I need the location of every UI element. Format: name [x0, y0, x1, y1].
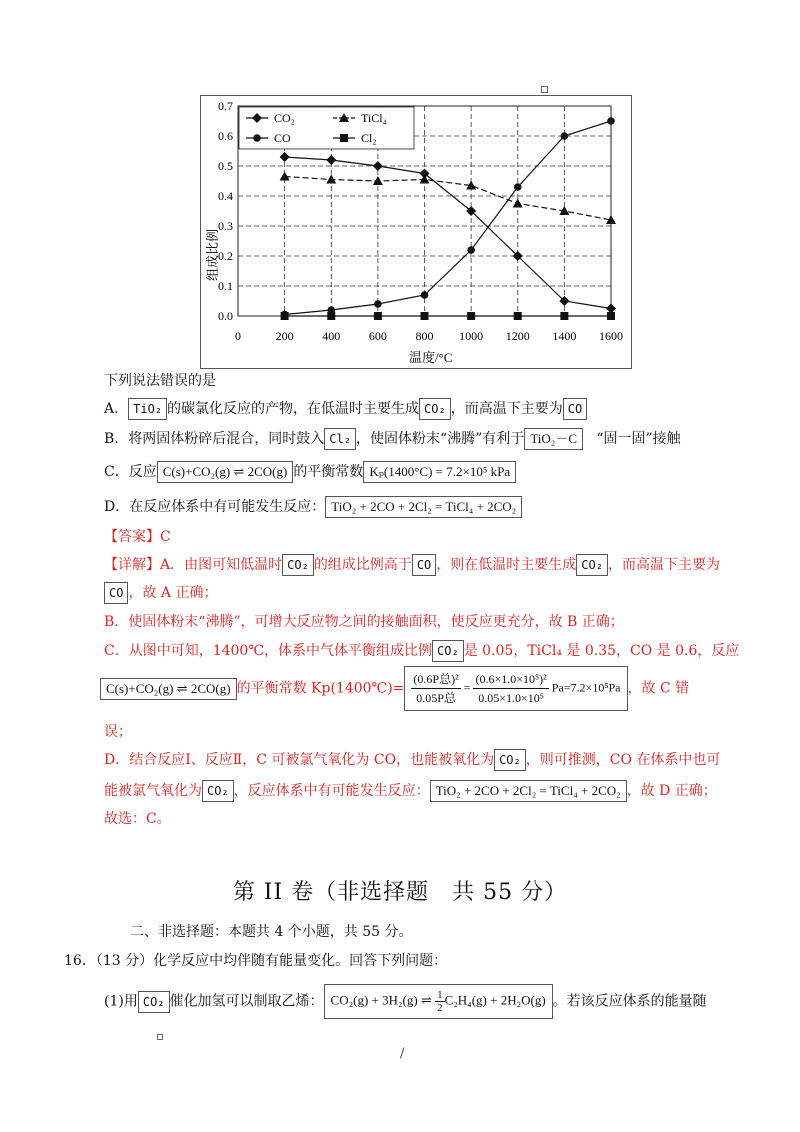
y-tick-label: 0.7 [218, 99, 233, 113]
legend-label: CO [274, 131, 291, 145]
formula-box: Cl₂ [324, 428, 356, 450]
formula-box: TiO₂ + 2CO + 2Cl₂ = TiCl₄ + 2CO₂ [325, 496, 522, 518]
series-line [285, 121, 611, 315]
page-mark: / [400, 1046, 405, 1061]
data-point-circle [514, 183, 522, 191]
detail-d-cont: 能被氯气氧化为 CO₂ ，反应体系中有可能发生反应： TiO₂ + 2CO + 2Cl₂ = TiCl₄ + 2CO₂ ，故 D 正确； [104, 780, 717, 802]
data-point-circle [421, 291, 429, 299]
x-tick-label: 1400 [552, 329, 577, 343]
answer: 【答案】C [104, 529, 171, 545]
formula-box: TiO₂ [128, 398, 167, 420]
x-tick-label: 0 [235, 329, 241, 343]
fraction: $\frac{\text{(0.6×1.0×10⁵)²}}{\text{0.05×1.0×10⁵}}$ [475, 672, 547, 705]
fraction: $\frac{1}{2}$ [437, 989, 443, 1014]
formula-box: CO₂ [494, 749, 526, 771]
formula-box: CO₂ [202, 780, 234, 802]
detail-conclusion: 故选：C。 [104, 811, 171, 827]
data-point-square [607, 312, 615, 320]
y-tick-label: 0.2 [218, 249, 233, 263]
option-a: A． TiO₂ 的碳氯化反应的产物，在低温时主要生成 CO₂ ，而高温下主要为 CO [104, 398, 587, 420]
section-intro: 二、非选择题：本题共 4 个小题，共 55 分。 [130, 924, 413, 940]
data-point-circle [561, 132, 569, 140]
formula-box: CO₂ [576, 554, 608, 576]
legend-label: Cl₂ [361, 131, 377, 145]
detail-c: C．从图中可知，1400℃，体系中气体平衡组成比例 CO₂ 是 0.05，TiCl₄ 是 0.35，CO 是 0.6，反应 [104, 640, 739, 662]
x-tick-label: 1600 [599, 329, 623, 343]
y-axis-label: 组成比例 [205, 228, 220, 281]
legend-box [239, 107, 414, 149]
detail-b: B．使固体粉末“沸腾”，可增大反应物之间的接触面积，使反应更充分，故 B 正确； [104, 614, 624, 630]
detail-c-eq: C(s)+CO₂(g) ⇌ 2CO(g) 的平衡常数 Kp(1400℃)= $\frac{\text{(0.6P总)²}}{\text{0.05P总}}$ = $\frac{\text{(0.6×1.0×10⁵)²}}{\text{0.05×1.0×10⁵}}$ Pa=7.2×10⁵Pa ，故 C 错 [100, 666, 689, 711]
composition-chart [201, 96, 631, 368]
legend-label: CO₂ [274, 111, 295, 125]
question-stem: 下列说法错误的是 [104, 373, 216, 389]
data-point-circle [253, 134, 261, 142]
formula-box: Kₚ(1400°C) = 7.2×10⁵ kPa [363, 461, 516, 483]
chart-frame [200, 95, 632, 369]
formula-box: TiO₂ + 2CO + 2Cl₂ = TiCl₄ + 2CO₂ [430, 780, 627, 802]
data-point-diamond [373, 161, 383, 171]
detail-d: D．结合反应Ⅰ、反应Ⅱ，C 可被氯气氧化为 CO，也能被氧化为 CO₂ ，则可推测，CO 在体系中也可 [104, 749, 720, 771]
data-point-circle [607, 117, 615, 125]
y-tick-label: 0.4 [218, 189, 233, 203]
data-point-square [514, 312, 522, 320]
y-tick-label: 0.6 [218, 129, 233, 143]
formula-box: CO₂ [432, 640, 464, 662]
y-tick-label: 0.0 [218, 309, 233, 323]
x-axis-label: 温度/°C [409, 350, 453, 365]
detail-c-end: 误； [104, 724, 132, 740]
kp-formula-box: $\frac{\text{(0.6P总)²}}{\text{0.05P总}}$ = $\frac{\text{(0.6×1.0×10⁵)²}}{\text{0.05×1.0×10⁵}}$ Pa=7.2×10⁵Pa [404, 666, 627, 711]
ethylene-equation-box: CO₂(g) + 3H₂(g) ⇌ $\frac{1}{2}$ C₂H₄(g) + 2H₂O(g) [324, 984, 553, 1019]
data-point-square [340, 134, 348, 142]
data-point-square [327, 312, 335, 320]
fraction: $\frac{\text{(0.6P总)²}}{\text{0.05P总}}$ [413, 672, 459, 705]
section-title: 第 II 卷（非选择题 共 55 分） [232, 880, 568, 905]
data-point-square [421, 312, 429, 320]
formula-box: C(s)+CO₂(g) ⇌ 2CO(g) [157, 461, 294, 483]
x-tick-label: 1200 [505, 329, 530, 343]
data-point-diamond [326, 155, 336, 165]
option-b: B．将两固体粉碎后混合，同时鼓入 Cl₂ ，使固体粉末“沸腾”有利于 TiO₂－C “固一固”接触 [104, 428, 681, 450]
formula-box: TiO₂－C [524, 428, 583, 450]
data-point-circle [467, 246, 475, 254]
data-point-square [281, 312, 289, 320]
formula-box: CO [563, 398, 587, 420]
legend-label: TiCl₄ [361, 111, 387, 125]
data-point-triangle [280, 172, 290, 181]
data-point-diamond [280, 152, 290, 162]
formula-box: CO [104, 582, 128, 604]
data-point-square [467, 312, 475, 320]
formula-box: CO₂ [282, 554, 314, 576]
formula-box: CO₂ [419, 398, 451, 420]
x-tick-label: 800 [415, 329, 434, 343]
x-tick-label: 400 [322, 329, 341, 343]
small-square-mark [541, 86, 548, 93]
data-point-triangle [513, 199, 523, 208]
option-d: D．在反应体系中有可能发生反应： TiO₂ + 2CO + 2Cl₂ = TiCl₄ + 2CO₂ [104, 496, 522, 518]
data-point-triangle [373, 176, 383, 185]
x-tick-label: 200 [275, 329, 294, 343]
data-point-square [560, 312, 568, 320]
detail-a-cont: CO ，故 A 正确； [104, 582, 217, 604]
y-tick-label: 0.1 [218, 279, 233, 293]
option-c: C．反应 C(s)+CO₂(g) ⇌ 2CO(g) 的平衡常数 Kₚ(1400°C) = 7.2×10⁵ kPa [104, 461, 516, 483]
x-tick-label: 1000 [459, 329, 484, 343]
y-tick-label: 0.3 [218, 219, 233, 233]
data-point-circle [374, 300, 382, 308]
small-square-mark [157, 1034, 163, 1040]
data-point-triangle [326, 175, 336, 184]
formula-box: C(s)+CO₂(g) ⇌ 2CO(g) [100, 678, 237, 700]
formula-box: CO [412, 554, 436, 576]
x-tick-label: 600 [368, 329, 387, 343]
question-16-1: (1)用 CO₂ 催化加氢可以制取乙烯： CO₂(g) + 3H₂(g) ⇌ $\frac{1}{2}$ C₂H₄(g) + 2H₂O(g) 。若该反应体系的能量随 [104, 984, 707, 1019]
question-16: 16．（13 分）化学反应中均伴随有能量变化。回答下列问题： [64, 953, 448, 969]
detail-a: 【详解】A．由图可知低温时 CO₂ 的组成比例高于 CO ，则在低温时主要生成 CO₂ ，而高温下主要为 [104, 554, 720, 576]
data-point-square [374, 312, 382, 320]
y-tick-label: 0.5 [218, 159, 233, 173]
formula-box: CO₂ [138, 991, 170, 1013]
